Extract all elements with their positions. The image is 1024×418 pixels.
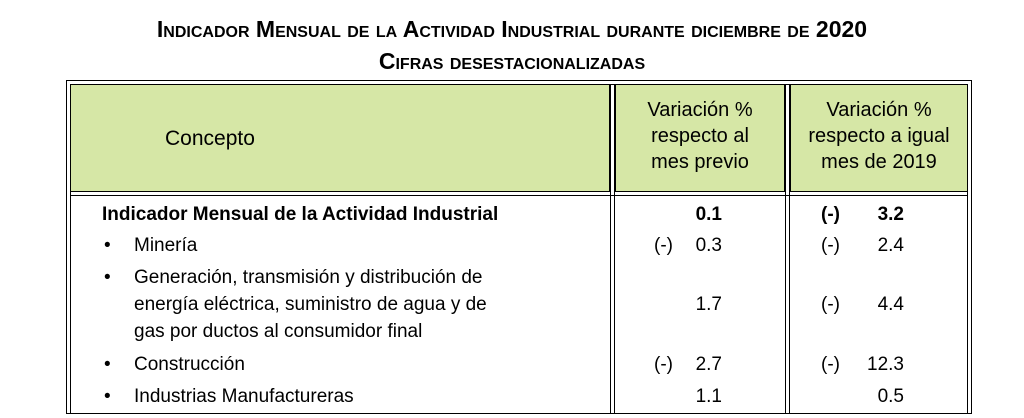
table-title: Indicador Mensual de la Actividad Industrial durante diciembre de 2020 (156, 16, 868, 42)
header-same-month: Variación % respecto a igual mes de 2019 (808, 99, 950, 173)
row-label: Industrias Manufactureras (134, 386, 354, 407)
same-month-prefix: (-) (821, 294, 840, 315)
column-divider-1 (610, 84, 611, 414)
prev-month-value: 1.1 (695, 386, 722, 407)
bullet: • (104, 354, 111, 375)
row-label-line-3: gas por ductos al consumidor final (134, 321, 423, 342)
header-prev-month: Variación % respecto al mes previo (647, 99, 753, 173)
prev-month-prefix: (-) (654, 354, 673, 375)
bullet: • (104, 267, 111, 288)
row-label-line-1: Generación, transmisión y distribución de (134, 267, 483, 288)
row-label-line-2: energía eléctrica, suministro de agua y de (134, 294, 487, 315)
same-month-value: 4.4 (877, 294, 904, 315)
prev-month-value: 0.3 (695, 235, 722, 256)
column-divider-2 (785, 84, 786, 414)
same-month-prefix: (-) (821, 235, 840, 256)
bullet: • (104, 235, 111, 256)
same-month-prefix: (-) (821, 354, 840, 375)
same-month-value: 3.2 (877, 204, 904, 225)
prev-month-value: 1.7 (695, 294, 722, 315)
row-label: Construcción (134, 354, 245, 375)
header-cell-concept (70, 84, 610, 192)
prev-month-value: 2.7 (695, 354, 722, 375)
same-month-value: 12.3 (867, 354, 904, 375)
header-concept: Concepto (165, 127, 255, 150)
same-month-value: 2.4 (877, 235, 904, 256)
same-month-value: 0.5 (877, 386, 904, 407)
prev-month-prefix: (-) (654, 235, 673, 256)
header-separator (70, 195, 968, 196)
prev-month-value: 0.1 (695, 204, 722, 225)
bullet: • (104, 386, 111, 407)
row-label: Indicador Mensual de la Actividad Industrial (102, 204, 499, 225)
same-month-prefix: (-) (821, 204, 840, 225)
row-label: Minería (134, 235, 198, 256)
table-subtitle: Cifras desestacionalizadas (378, 48, 646, 74)
